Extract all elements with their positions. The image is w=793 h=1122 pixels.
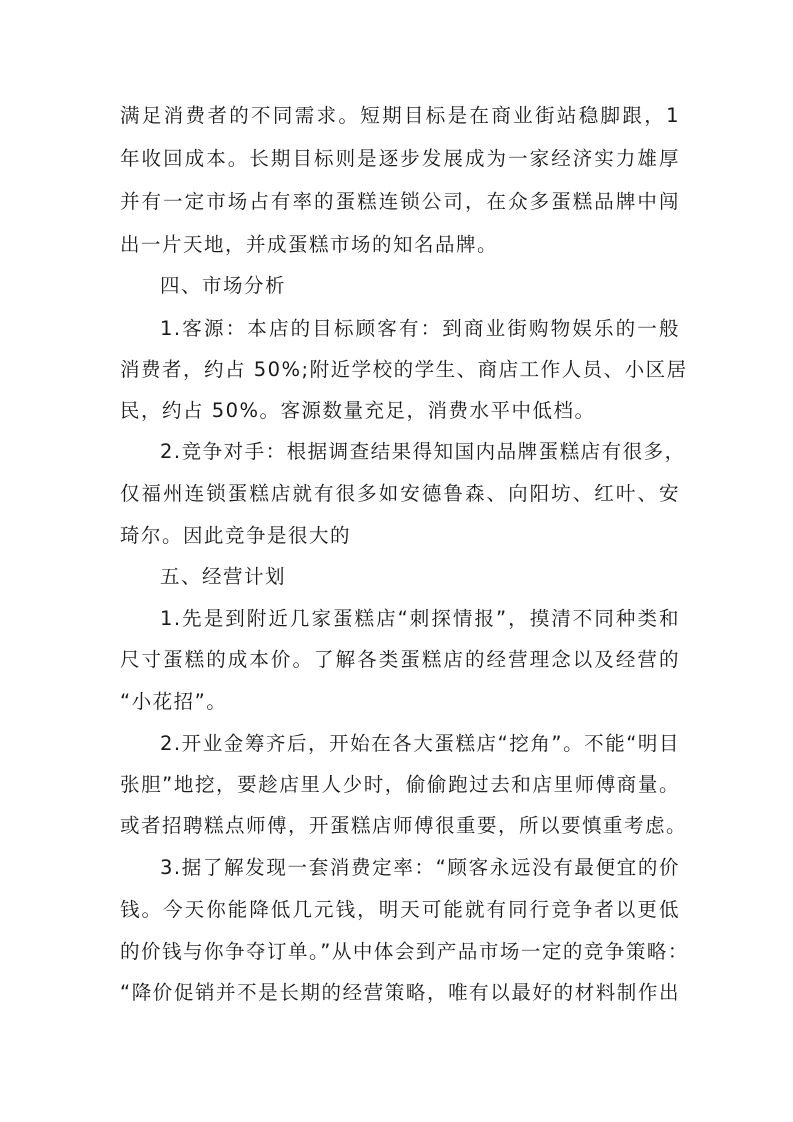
paragraph-line: 张胆”地挖，要趁店里人少时，偷偷跑过去和店里师傅商量。: [120, 773, 680, 796]
paragraph-line: 民，约占 50%。客源数量充足，消费水平中低档。: [120, 399, 596, 422]
section-heading: 四、市场分析: [160, 274, 287, 297]
paragraph-line: 或者招聘糕点师傅，开蛋糕店师傅很重要，所以要慎重考虑。: [120, 814, 688, 837]
paragraph-line: 2.开业金筹齐后，开始在各大蛋糕店“挖角”。不能“明目: [160, 732, 680, 755]
paragraph-line: 出一片天地，并成蛋糕市场的知名品牌。: [120, 233, 499, 256]
paragraph-line: 尺寸蛋糕的成本价。了解各类蛋糕店的经营理念以及经营的: [120, 648, 680, 671]
paragraph-line: 1.客源：本店的目标顾客有：到商业街购物娱乐的一般: [160, 317, 680, 340]
paragraph-line: 3.据了解发现一套消费定率：“顾客永远没有最便宜的价: [160, 856, 680, 879]
paragraph-line: “降价促销并不是长期的经营策略，唯有以最好的材料制作出: [120, 981, 680, 1004]
paragraph-line: 消费者，约占 50%;附近学校的学生、商店工作人员、小区居: [120, 358, 688, 381]
paragraph-line: 琦尔。因此竞争是很大的: [120, 524, 352, 547]
paragraph-line: 的价钱与你争夺订单。”从中体会到产品市场一定的竞争策略：: [120, 940, 689, 963]
paragraph-line: 年收回成本。长期目标则是逐步发展成为一家经济实力雄厚: [120, 147, 680, 170]
paragraph-line: 2.竞争对手：根据调查结果得知国内品牌蛋糕店有很多，: [160, 440, 686, 463]
paragraph-line: 并有一定市场占有率的蛋糕连锁公司，在众多蛋糕品牌中闯: [120, 190, 680, 213]
paragraph-line: 钱。今天你能降低几元钱，明天可能就有同行竞争者以更低: [120, 898, 680, 921]
section-heading: 五、经营计划: [160, 565, 287, 588]
paragraph-line: 满足消费者的不同需求。短期目标是在商业街站稳脚跟，1: [120, 104, 680, 127]
paragraph-line: 仅福州连锁蛋糕店就有很多如安德鲁森、向阳坊、红叶、安: [120, 482, 680, 505]
paragraph-line: 1.先是到附近几家蛋糕店“刺探情报”，摸清不同种类和: [160, 607, 680, 630]
paragraph-line: “小花招”。: [120, 690, 228, 713]
